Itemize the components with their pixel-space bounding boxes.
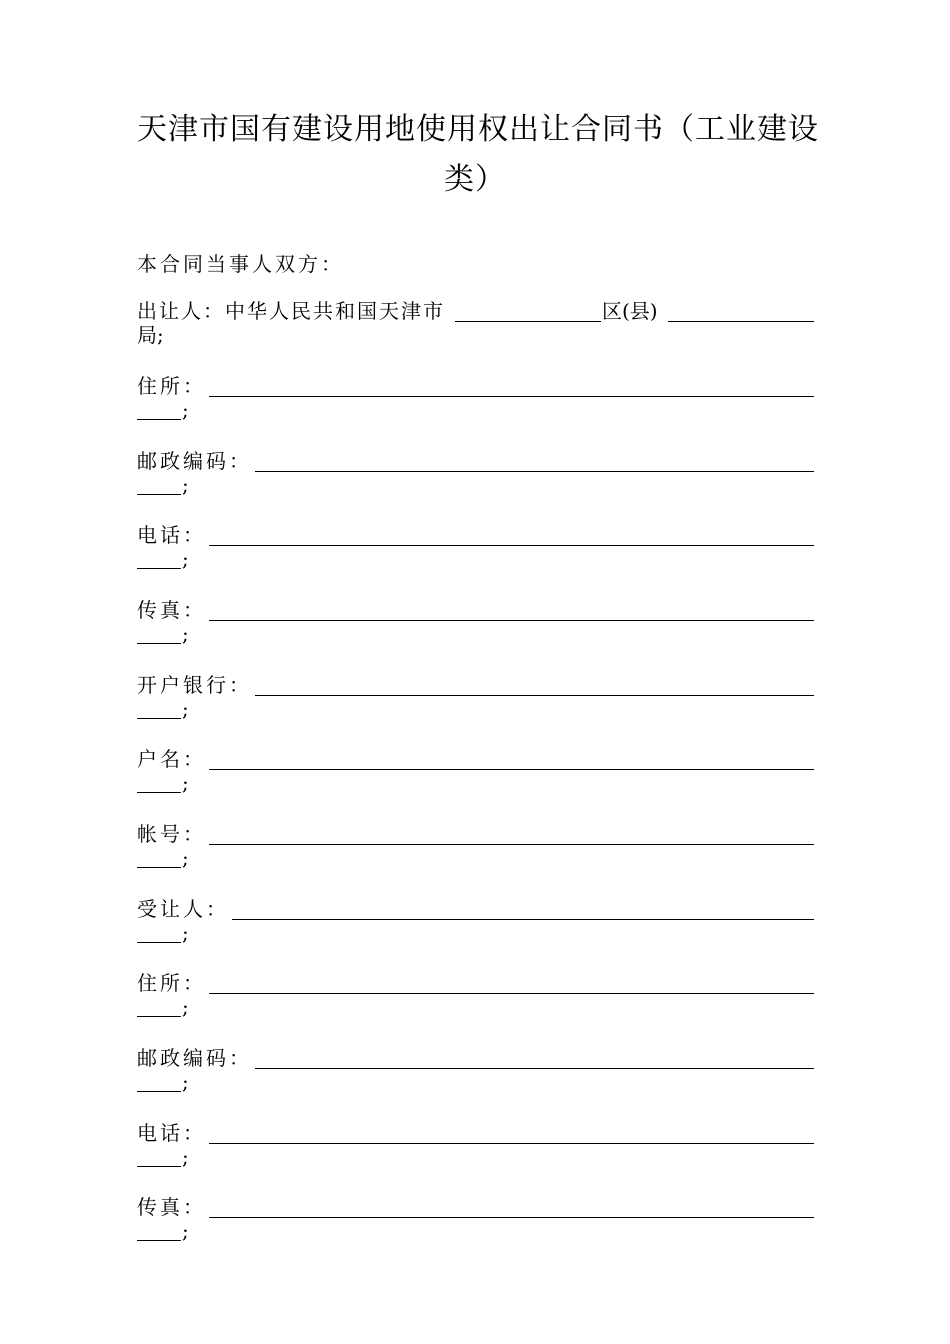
semicolon: ; bbox=[182, 1070, 189, 1094]
field-blank-continuation[interactable] bbox=[137, 1240, 181, 1241]
field-blank[interactable] bbox=[255, 471, 814, 472]
grantor-bureau-suffix: 局; bbox=[137, 323, 164, 347]
field-blank[interactable] bbox=[209, 396, 814, 397]
field-label: 户名： bbox=[137, 747, 206, 771]
grantor-district-label: 区(县) bbox=[602, 299, 658, 323]
field-label: 电话： bbox=[137, 523, 206, 547]
field-label: 传真： bbox=[137, 1195, 206, 1219]
field-blank[interactable] bbox=[209, 993, 814, 994]
field-row-grantor-account-name bbox=[137, 746, 814, 802]
field-blank[interactable] bbox=[209, 545, 814, 546]
field-continuation bbox=[137, 696, 197, 722]
field-blank-continuation[interactable] bbox=[137, 494, 181, 495]
semicolon: ; bbox=[182, 622, 189, 646]
field-row-grantee-fax bbox=[137, 1194, 814, 1250]
field-blank[interactable] bbox=[209, 620, 814, 621]
field-blank[interactable] bbox=[232, 919, 814, 920]
field-label: 住所： bbox=[137, 374, 206, 398]
field-label: 电话： bbox=[137, 1121, 206, 1145]
field-blank[interactable] bbox=[209, 769, 814, 770]
field-row-grantor-bank bbox=[137, 672, 814, 728]
field-label: 邮政编码： bbox=[137, 1046, 252, 1070]
parties-intro: 本合同当事人双方： bbox=[137, 252, 344, 276]
field-continuation bbox=[137, 1218, 197, 1244]
field-blank[interactable] bbox=[209, 1143, 814, 1144]
semicolon: ; bbox=[182, 921, 189, 945]
field-row-grantee-phone bbox=[137, 1120, 814, 1176]
field-continuation bbox=[137, 621, 197, 647]
field-blank[interactable] bbox=[255, 1068, 814, 1069]
semicolon: ; bbox=[182, 995, 189, 1019]
field-continuation bbox=[137, 845, 197, 871]
semicolon: ; bbox=[182, 1219, 189, 1243]
semicolon: ; bbox=[182, 1145, 189, 1169]
field-label: 帐号： bbox=[137, 822, 206, 846]
field-row-grantor-phone bbox=[137, 522, 814, 578]
field-continuation bbox=[137, 546, 197, 572]
field-blank-continuation[interactable] bbox=[137, 1091, 181, 1092]
grantor-city-blank[interactable] bbox=[455, 321, 601, 322]
grantor-row bbox=[137, 298, 814, 354]
field-label: 邮政编码： bbox=[137, 449, 252, 473]
field-blank-continuation[interactable] bbox=[137, 1166, 181, 1167]
field-label: 住所： bbox=[137, 971, 206, 995]
field-continuation bbox=[137, 1144, 197, 1170]
semicolon: ; bbox=[182, 697, 189, 721]
semicolon: ; bbox=[182, 771, 189, 795]
grantor-label: 出让人：中华人民共和国天津市 bbox=[137, 299, 445, 323]
semicolon: ; bbox=[182, 473, 189, 497]
document-title-line1: 天津市国有建设用地使用权出让合同书（工业建设 bbox=[137, 112, 819, 147]
semicolon: ; bbox=[182, 547, 189, 571]
field-blank-continuation[interactable] bbox=[137, 718, 181, 719]
field-blank-continuation[interactable] bbox=[137, 792, 181, 793]
field-continuation bbox=[137, 397, 197, 423]
field-row-grantor-address bbox=[137, 373, 814, 429]
field-blank-continuation[interactable] bbox=[137, 942, 181, 943]
field-blank-continuation[interactable] bbox=[137, 1016, 181, 1017]
field-continuation bbox=[137, 920, 197, 946]
field-row-grantee bbox=[137, 896, 814, 952]
field-row-grantee-address bbox=[137, 970, 814, 1026]
field-blank[interactable] bbox=[209, 844, 814, 845]
field-continuation bbox=[137, 770, 197, 796]
field-blank[interactable] bbox=[209, 1217, 814, 1218]
field-blank[interactable] bbox=[255, 695, 814, 696]
field-label: 传真： bbox=[137, 598, 206, 622]
field-label: 开户银行： bbox=[137, 673, 252, 697]
field-continuation bbox=[137, 472, 197, 498]
field-row-grantor-fax bbox=[137, 597, 814, 653]
field-blank-continuation[interactable] bbox=[137, 419, 181, 420]
field-row-grantor-account-number bbox=[137, 821, 814, 877]
field-row-grantee-postcode bbox=[137, 1045, 814, 1101]
field-continuation bbox=[137, 994, 197, 1020]
semicolon: ; bbox=[182, 398, 189, 422]
field-blank-continuation[interactable] bbox=[137, 867, 181, 868]
field-row-grantor-postcode bbox=[137, 448, 814, 504]
field-continuation bbox=[137, 1069, 197, 1095]
grantor-bureau-blank[interactable] bbox=[668, 321, 814, 322]
field-blank-continuation[interactable] bbox=[137, 568, 181, 569]
field-blank-continuation[interactable] bbox=[137, 643, 181, 644]
field-label: 受让人： bbox=[137, 897, 229, 921]
semicolon: ; bbox=[182, 846, 189, 870]
document-title-line2: 类） bbox=[444, 162, 506, 197]
